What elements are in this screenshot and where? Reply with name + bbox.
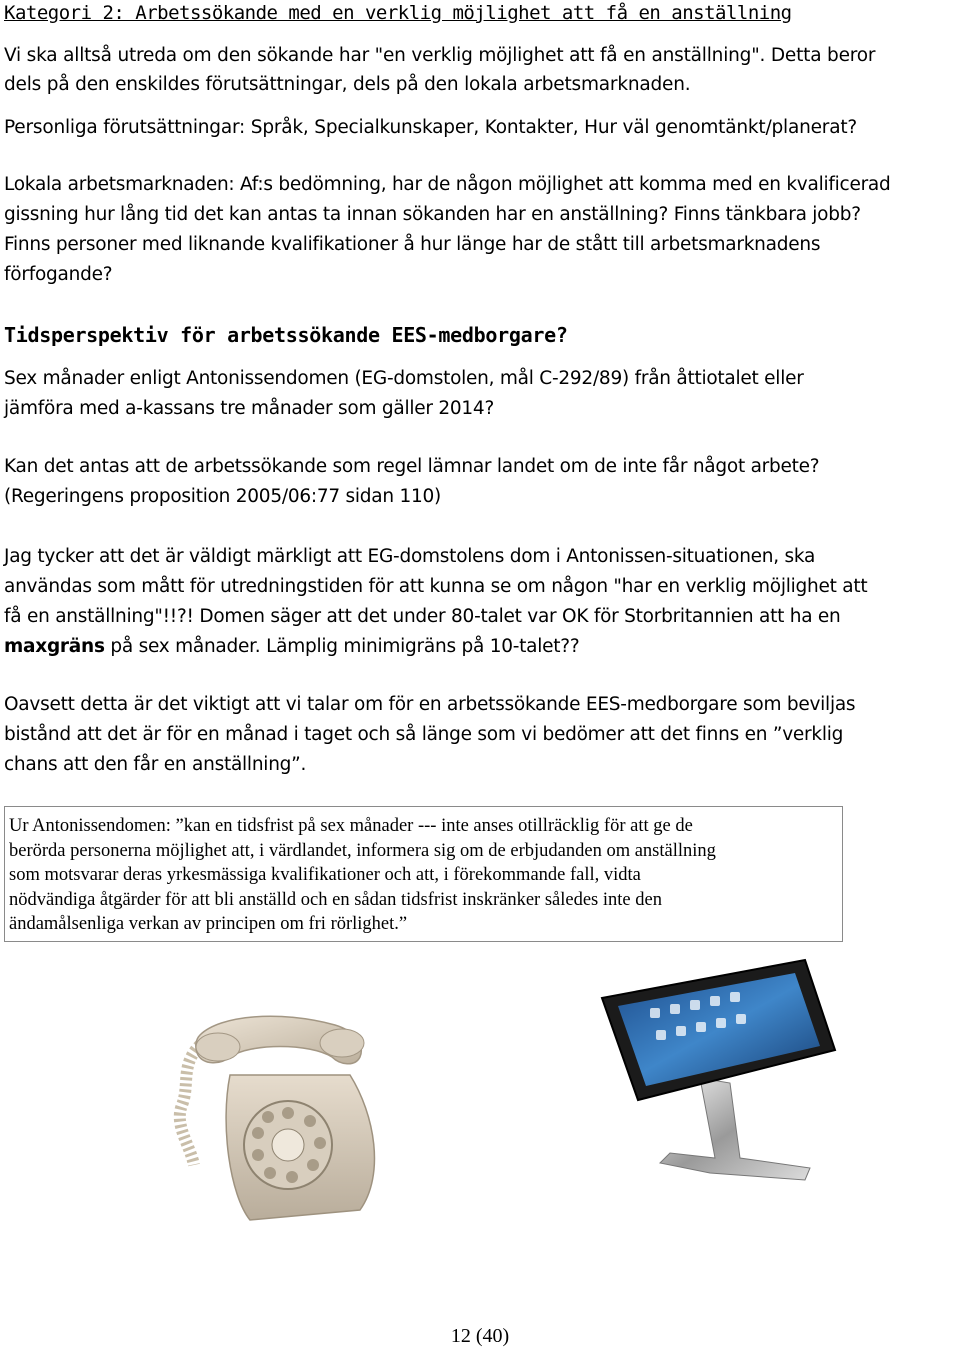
local-line: förfogande? — [4, 264, 113, 285]
quote-line: nödvändiga åtgärder för att bli anställd och en sådan tidsfrist inskränker således inte den — [9, 889, 662, 910]
local-line: Lokala arbetsmarknaden: Af:s bedömning, har de någon möjlighet att komma med en kvalificerad — [4, 174, 891, 195]
opinion-line: Jag tycker att det är väldigt märkligt att EG-domstolens dom i Antonissen-situationen, ska — [4, 546, 816, 567]
maxgrans-bold: maxgräns — [4, 636, 105, 657]
intro-line: dels på den enskildes förutsättningar, dels på den lokala arbetsmarknaden. — [4, 74, 691, 95]
regardless-line: Oavsett detta är det viktigt att vi talar om för en arbetssökande EES-medborgare som beviljas — [4, 694, 856, 715]
local-line: gissning hur lång tid det kan antas ta innan sökanden har en anställning? Finns tänkbara jobb? — [4, 204, 861, 225]
quote-box — [4, 806, 843, 942]
six-months-line: jämföra med a-kassans tre månader som gäller 2014? — [4, 398, 495, 419]
quote-line: som motsvarar deras yrkesmässiga kvalifikationer och att, i förekommande fall, vidta — [9, 865, 641, 885]
quote-line: Ur Antonissendomen: ”kan en tidsfrist på sex månader --- inte anses otillräcklig för att ge de — [9, 816, 693, 836]
tablet-stand-image — [590, 958, 840, 1193]
six-months-line: Sex månader enligt Antonissendomen (EG-domstolen, mål C-292/89) från åttiotalet eller — [4, 368, 804, 389]
rotary-phone-image — [160, 1005, 420, 1245]
personal-paragraph: Personliga förutsättningar: Språk, Specialkunskaper, Kontakter, Hur väl genomtänkt/planerat? — [4, 117, 858, 138]
page-number: 12 (40) — [450, 1325, 510, 1347]
local-line: Finns personer med liknande kvalifikationer å hur länge har de stått till arbetsmarknadens — [4, 234, 821, 255]
leave-line: Kan det antas att de arbetssökande som regel lämnar landet om de inte får något arbete? — [4, 456, 820, 477]
heading: Kategori 2: Arbetssökande med en verklig möjlighet att få en anställning — [4, 2, 792, 24]
opinion-line: användas som mått för utredningstiden för att kunna se om någon "har en verklig möjlighet att — [4, 576, 868, 597]
regardless-line: chans att den får en anställning”. — [4, 754, 307, 775]
opinion-line-rest: på sex månader. Lämplig minimigräns på 10-talet?? — [104, 636, 580, 657]
quote-line: ändamålsenliga verkan av principen om fri rörlighet.” — [9, 914, 408, 934]
quote-line: berörda personerna möjlighet att, i värdlandet, informera sig om de erbjudanden om anställning — [9, 840, 716, 861]
opinion-line: få en anställning"!!?! Domen säger att det under 80-talet var OK för Storbritannien att ha en — [4, 606, 841, 627]
leave-line: (Regeringens proposition 2005/06:77 sidan 110) — [4, 486, 442, 507]
intro-line: Vi ska alltså utreda om den sökande har "en verklig möjlighet att få en anställning". Detta beror — [4, 45, 876, 66]
regardless-line: bistånd att det är för en månad i taget och så länge som vi bedömer att det finns en ”verklig — [4, 724, 844, 745]
subheading: Tidsperspektiv för arbetssökande EES-medborgare? — [4, 323, 568, 347]
opinion-line — [4, 632, 579, 662]
